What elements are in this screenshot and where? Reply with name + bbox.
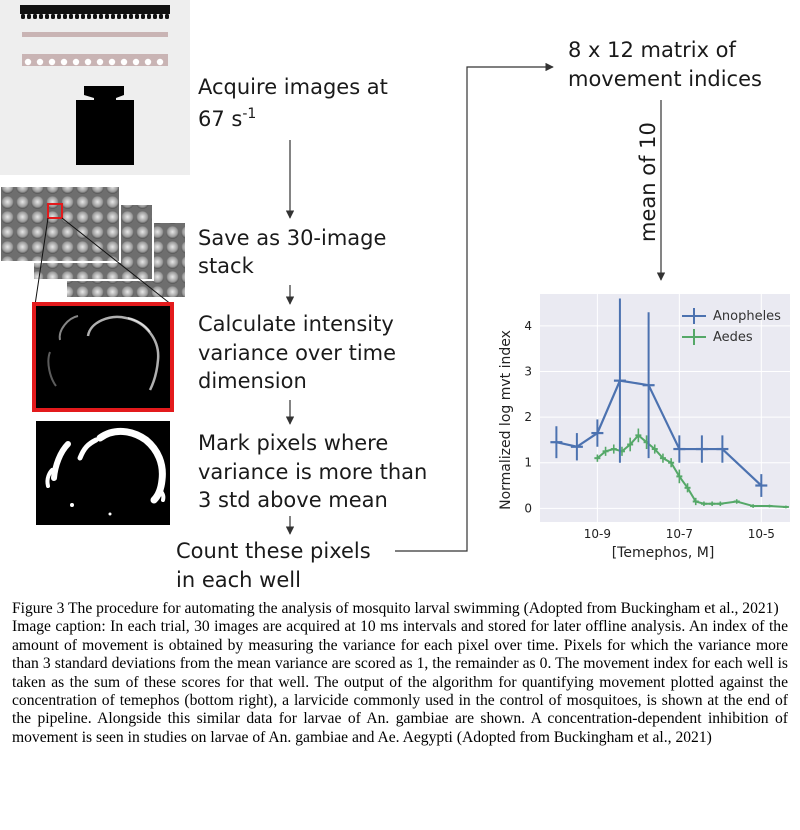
caption-title: Figure 3 The procedure for automating the analysis of mosquito larval swimming (Adopted from Buckingham et al., 2021) — [12, 600, 779, 617]
step-mark-line-1: Mark pixels where — [198, 431, 389, 455]
well-hole — [49, 59, 55, 65]
light-source-bar — [20, 5, 170, 14]
step-mark-line-2: variance is more than — [198, 460, 428, 484]
comb-tooth — [165, 14, 169, 19]
y-tick-label: 3 — [524, 364, 532, 379]
well-hole — [25, 59, 31, 65]
well-hole — [145, 59, 151, 65]
comb-tooth — [63, 14, 67, 19]
x-tick-label: 10-9 — [583, 527, 611, 541]
comb-tooth — [129, 14, 133, 19]
y-tick-label: 4 — [524, 318, 532, 333]
plot-area — [540, 294, 790, 522]
step-calc-line-2: variance over time — [198, 341, 397, 365]
step-matrix-line-1: 8 x 12 matrix of — [568, 38, 736, 62]
comb-tooth — [153, 14, 157, 19]
step-acquire-line-1: Acquire images at — [198, 75, 388, 99]
step-count-line-1: Count these pixels — [176, 539, 371, 563]
legend-label-aedes: Aedes — [713, 330, 753, 345]
well-hole — [121, 59, 127, 65]
step-save — [198, 226, 386, 278]
step-mark-line-3: 3 std above mean — [198, 488, 388, 512]
comb-tooth — [39, 14, 43, 19]
comb-tooth — [21, 14, 25, 19]
step-count — [176, 539, 371, 592]
comb-tooth — [81, 14, 85, 19]
figure-caption — [12, 600, 788, 747]
step-save-line-2: stack — [198, 254, 254, 278]
y-axis-label: Normalized log mvt index — [498, 330, 514, 510]
x-tick-label: 10-5 — [747, 527, 775, 541]
comb-tooth — [135, 14, 139, 19]
comb-tooth — [105, 14, 109, 19]
comb-tooth — [51, 14, 55, 19]
comb-tooth — [111, 14, 115, 19]
comb-tooth — [93, 14, 97, 19]
y-tick-label: 1 — [524, 455, 532, 470]
svg-text:67 s-1 — [198, 106, 256, 131]
comb-tooth — [117, 14, 121, 19]
step-save-line-1: Save as 30-image — [198, 226, 387, 250]
variance-image — [34, 304, 172, 410]
step-mark — [198, 431, 427, 512]
stack-image-1 — [0, 186, 120, 262]
x-axis-label: [Temephos, M] — [611, 545, 715, 561]
legend-label-anopheles: Anopheles — [713, 309, 781, 324]
image-stack — [0, 186, 186, 305]
y-tick-label: 2 — [524, 410, 532, 425]
step-mean-label: mean of 10 — [636, 122, 660, 242]
comb-tooth — [123, 14, 127, 19]
well-hole — [157, 59, 163, 65]
comb-tooth — [75, 14, 79, 19]
comb-tooth — [33, 14, 37, 19]
apparatus-illustration — [0, 0, 190, 175]
comb-tooth — [57, 14, 61, 19]
step-acquire — [198, 75, 388, 131]
well-hole — [37, 59, 43, 65]
well-hole — [61, 59, 67, 65]
comb-tooth — [87, 14, 91, 19]
step-calculate — [198, 312, 396, 393]
comb-tooth — [69, 14, 73, 19]
binary-image — [36, 421, 170, 525]
step-calc-line-3: dimension — [198, 369, 307, 393]
step-acquire-line-2: 67 s — [198, 107, 243, 131]
well-hole — [85, 59, 91, 65]
comb-tooth — [159, 14, 163, 19]
step-count-line-2: in each well — [176, 568, 301, 592]
comb-tooth — [99, 14, 103, 19]
well-hole — [133, 59, 139, 65]
caption-body: Image caption: In each trial, 30 images are acquired at 10 ms intervals and stored for later offline analysis. An index of the amount of movement is obtained by measuring the variance for each pixel over time. Pixels for which the variance more than 3 standard deviations from the mean variance are scored as 1, the remainder as 0. The movement index for each well is taken as the sum of these scores for that well. The output of the algorithm for quantifying movement plotted against the concentration of temephos (bottom right), a larvicide commonly used in the control of mosquitoes, is shown at the end of the pipeline. Alongside this similar data for larvae of An. gambiae are shown. A concentration-dependent inhibition of movement is seen in studies on larvae of An. gambiae and Ae. Aegypti (Adopted from Buckingham et al., 2021) — [12, 618, 788, 746]
x-tick-label: 10-7 — [665, 527, 693, 541]
comb-tooth — [147, 14, 151, 19]
rate-exponent: -1 — [242, 106, 257, 122]
dose-response-chart — [498, 294, 790, 561]
filter-strip — [22, 32, 168, 37]
well-hole — [97, 59, 103, 65]
y-tick-label: 0 — [524, 501, 532, 516]
step-calc-line-1: Calculate intensity — [198, 312, 394, 336]
step-matrix-line-2: movement indices — [568, 67, 762, 91]
step-matrix — [568, 38, 762, 91]
comb-tooth — [27, 14, 31, 19]
comb-tooth — [141, 14, 145, 19]
comb-tooth — [45, 14, 49, 19]
well-hole — [109, 59, 115, 65]
well-hole — [73, 59, 79, 65]
